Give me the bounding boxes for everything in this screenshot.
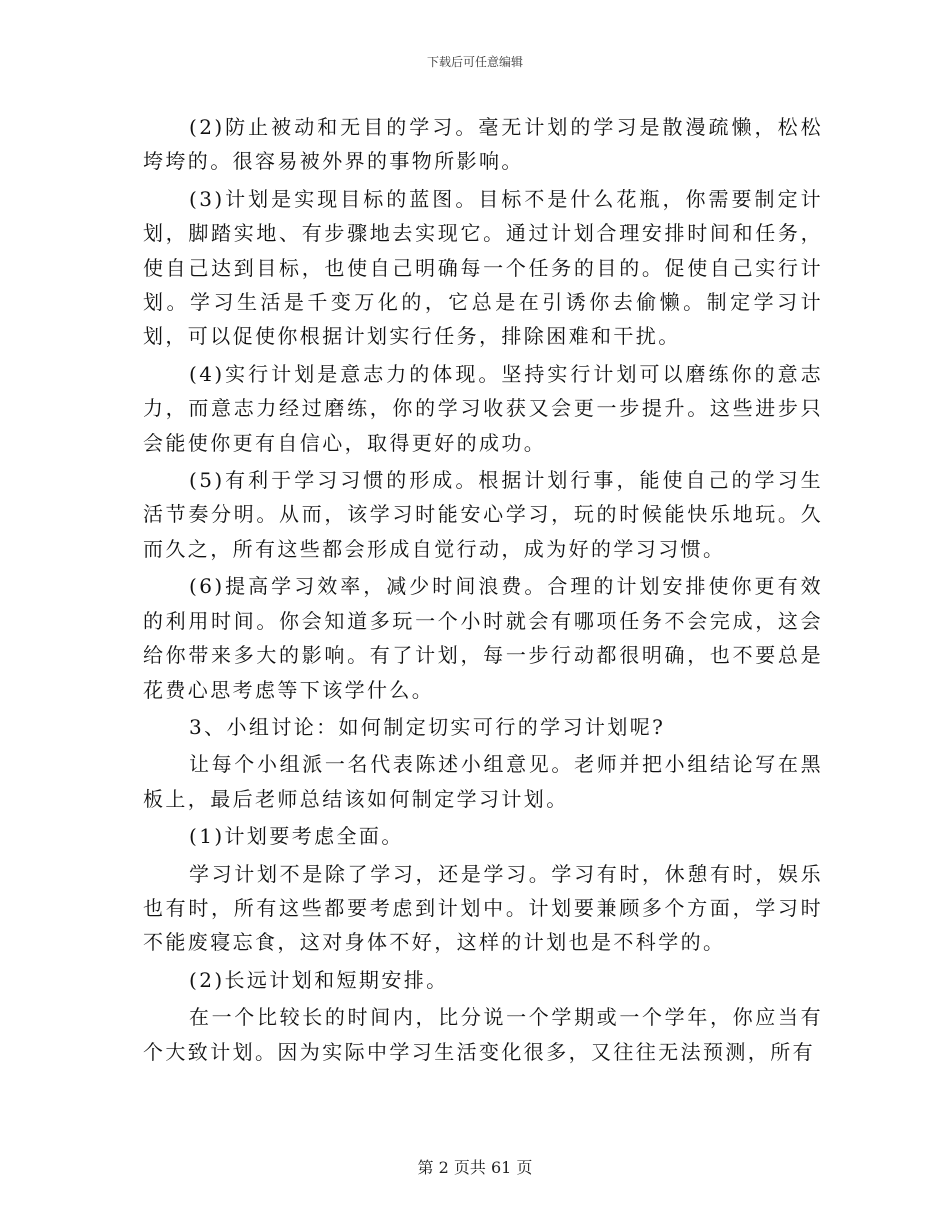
paragraph: 学习计划不是除了学习，还是学习。学习有时，休憩有时，娱乐也有时，所有这些都要考虑到计划中。计划要兼顾多个方面，学习时不能废寝忘食，这对身体不好，这样的计划也是不科学的。 xyxy=(143,861,823,955)
paragraph: 让每个小组派一名代表陈述小组意见。老师并把小组结论写在黑板上，最后老师总结该如何制定学习计划。 xyxy=(143,752,823,811)
paragraph: (1)计划要考虑全面。 xyxy=(189,824,404,849)
paragraph: (6)提高学习效率，减少时间浪费。合理的计划安排使你更有效的利用时间。你会知道多玩一个小时就会有哪项任务不会完成，这会给你带来多大的影响。有了计划，每一步行动都很明确，也不要总是花费心思考虑等下该学什么。 xyxy=(143,574,823,702)
paragraph: (2)长远计划和短期安排。 xyxy=(189,967,449,992)
page-footer: 第 2 页共 61 页 xyxy=(417,1158,533,1177)
paragraph: 在一个比较长的时间内，比分说一个学期或一个学年，你应当有个大致计划。因为实际中学习生活变化很多，又往往无法预测，所有 xyxy=(143,1005,823,1064)
document-body xyxy=(143,110,823,1069)
paragraph: (3)计划是实现目标的蓝图。目标不是什么花瓶，你需要制定计划，脚踏实地、有步骤地去实现它。通过计划合理安排时间和任务，使自己达到目标，也使自己明确每一个任务的目的。促使自己实行计划。学习生活是千变万化的，它总是在引诱你去偷懒。制定学习计划，可以促使你根据计划实行任务，排除困难和干扰。 xyxy=(143,186,823,349)
section-heading: 3、小组讨论：如何制定切实可行的学习计划呢? xyxy=(189,714,666,739)
paragraph: (4)实行计划是意志力的体现。坚持实行计划可以磨练你的意志力，而意志力经过磨练，你的学习收获又会更一步提升。这些进步只会能使你更有自信心，取得更好的成功。 xyxy=(143,361,823,455)
page-header: 下载后可任意编辑 xyxy=(426,55,523,69)
paragraph: (5)有利于学习习惯的形成。根据计划行事，能使自己的学习生活节奏分明。从而，该学习时能安心学习，玩的时候能快乐地玩。久而久之，所有这些都会形成自觉行动，成为好的学习习惯。 xyxy=(143,468,823,561)
paragraph: (2)防止被动和无目的学习。毫无计划的学习是散漫疏懒，松松垮垮的。很容易被外界的事物所影响。 xyxy=(143,115,823,174)
